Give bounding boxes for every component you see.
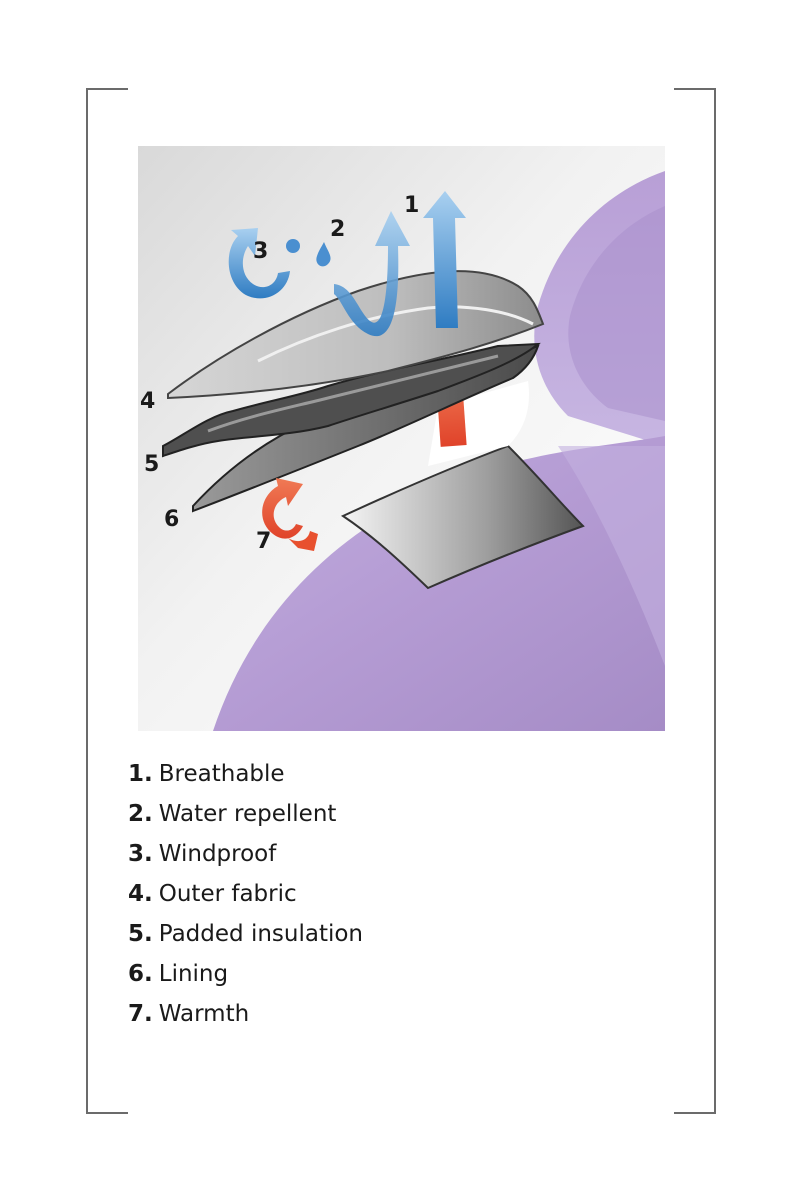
legend-item [128,998,363,1038]
legend-list [128,758,363,1038]
legend-text: Padded insulation [158,921,364,947]
legend-number: 1. [128,761,153,787]
frame-bracket-right [674,88,716,1114]
legend-number: 3. [128,841,153,867]
illustration-svg [138,146,665,731]
callout-2: 2 [330,217,346,242]
legend-number: 2. [128,801,153,827]
legend-item [128,798,363,838]
callout-1: 1 [404,193,420,218]
legend-item [128,838,363,878]
water-drop-icon [286,239,300,253]
frame-bracket-left [86,88,128,1114]
callout-3: 3 [253,239,269,264]
legend-item [128,878,363,918]
callout-6: 6 [164,507,180,532]
legend-text: Lining [158,961,229,987]
legend-text: Windproof [158,841,277,867]
legend-number: 4. [128,881,153,907]
fabric-layers-illustration [138,146,665,731]
callout-5: 5 [144,452,160,477]
legend-text: Water repellent [158,801,337,827]
legend-number: 5. [128,921,153,947]
legend-text: Warmth [158,1001,250,1027]
legend-number: 7. [128,1001,153,1027]
legend-text: Breathable [158,761,285,787]
callout-7: 7 [256,529,272,554]
legend-text: Outer fabric [158,881,297,907]
legend-item [128,918,363,958]
legend-item [128,758,363,798]
legend-item [128,958,363,998]
callout-4: 4 [140,389,156,414]
legend-number: 6. [128,961,153,987]
